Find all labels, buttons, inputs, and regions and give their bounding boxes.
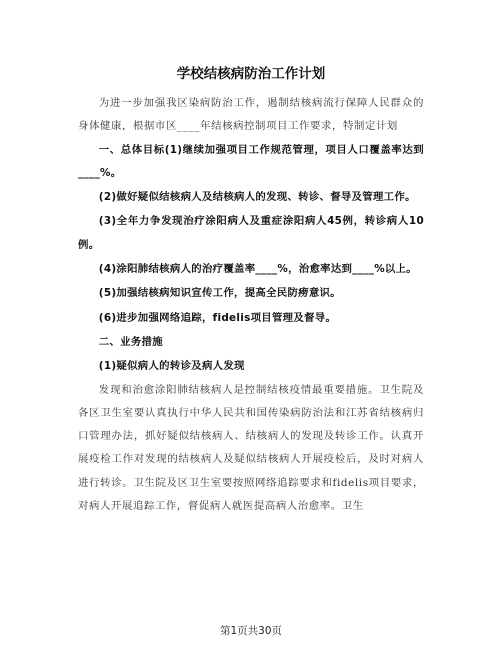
referral-paragraph: 发现和治愈涂阳肺结核病人是控制结核疫情最重要措施。卫生院及各区卫生室要认真执行中华人民共和国传染病防治法和江苏省结核病归口管理办法，抓好疑似结核病人、结核病人的发现及转诊工作。认真开展疫检工作对发现的结核病人及疑似结核病人开展疫检后，及时对病人进行转诊。卫生院及区卫生室要按照网络追踪要求和fidelis项目要求，对病人开展追踪工作，督促病人就医提高病人治愈率。卫生 [78, 383, 424, 513]
goal-item-3: (3)全年力争发现治疗涂阳病人及重症涂阳病人45例，转诊病人10例。 [78, 215, 424, 251]
goal-item-4: (4)涂阳肺结核病人的治疗覆盖率____%，治愈率达到____%以上。 [98, 263, 417, 276]
section-heading-measures: 二、业务措施 [98, 335, 163, 348]
intro-paragraph: 为进一步加强我区染病防治工作，遏制结核病流行保障人民群众的身体健康，根据市区____年结核病控制项目工作要求，特制定计划 [78, 97, 424, 133]
goal-item-1: 一、总体目标(1)继续加强项目工作规范管理，项目人口覆盖率达到____%。 [78, 143, 424, 179]
goal-item-5: (5)加强结核病知识宣传工作，提高全民防痨意识。 [98, 287, 341, 300]
goal-item-2: (2)做好疑似结核病人及结核病人的发现、转诊、督导及管理工作。 [98, 191, 416, 204]
document-body [78, 92, 424, 518]
document-title: 学校结核病防治工作计划 [176, 66, 326, 82]
goal-item-6: (6)进步加强网络追踪，fidelis项目管理及督导。 [98, 311, 337, 324]
page-number-footer: 第1页共30页 [219, 625, 283, 637]
subsection-heading-referral: (1)疑似病人的转诊及病人发现 [98, 360, 245, 373]
